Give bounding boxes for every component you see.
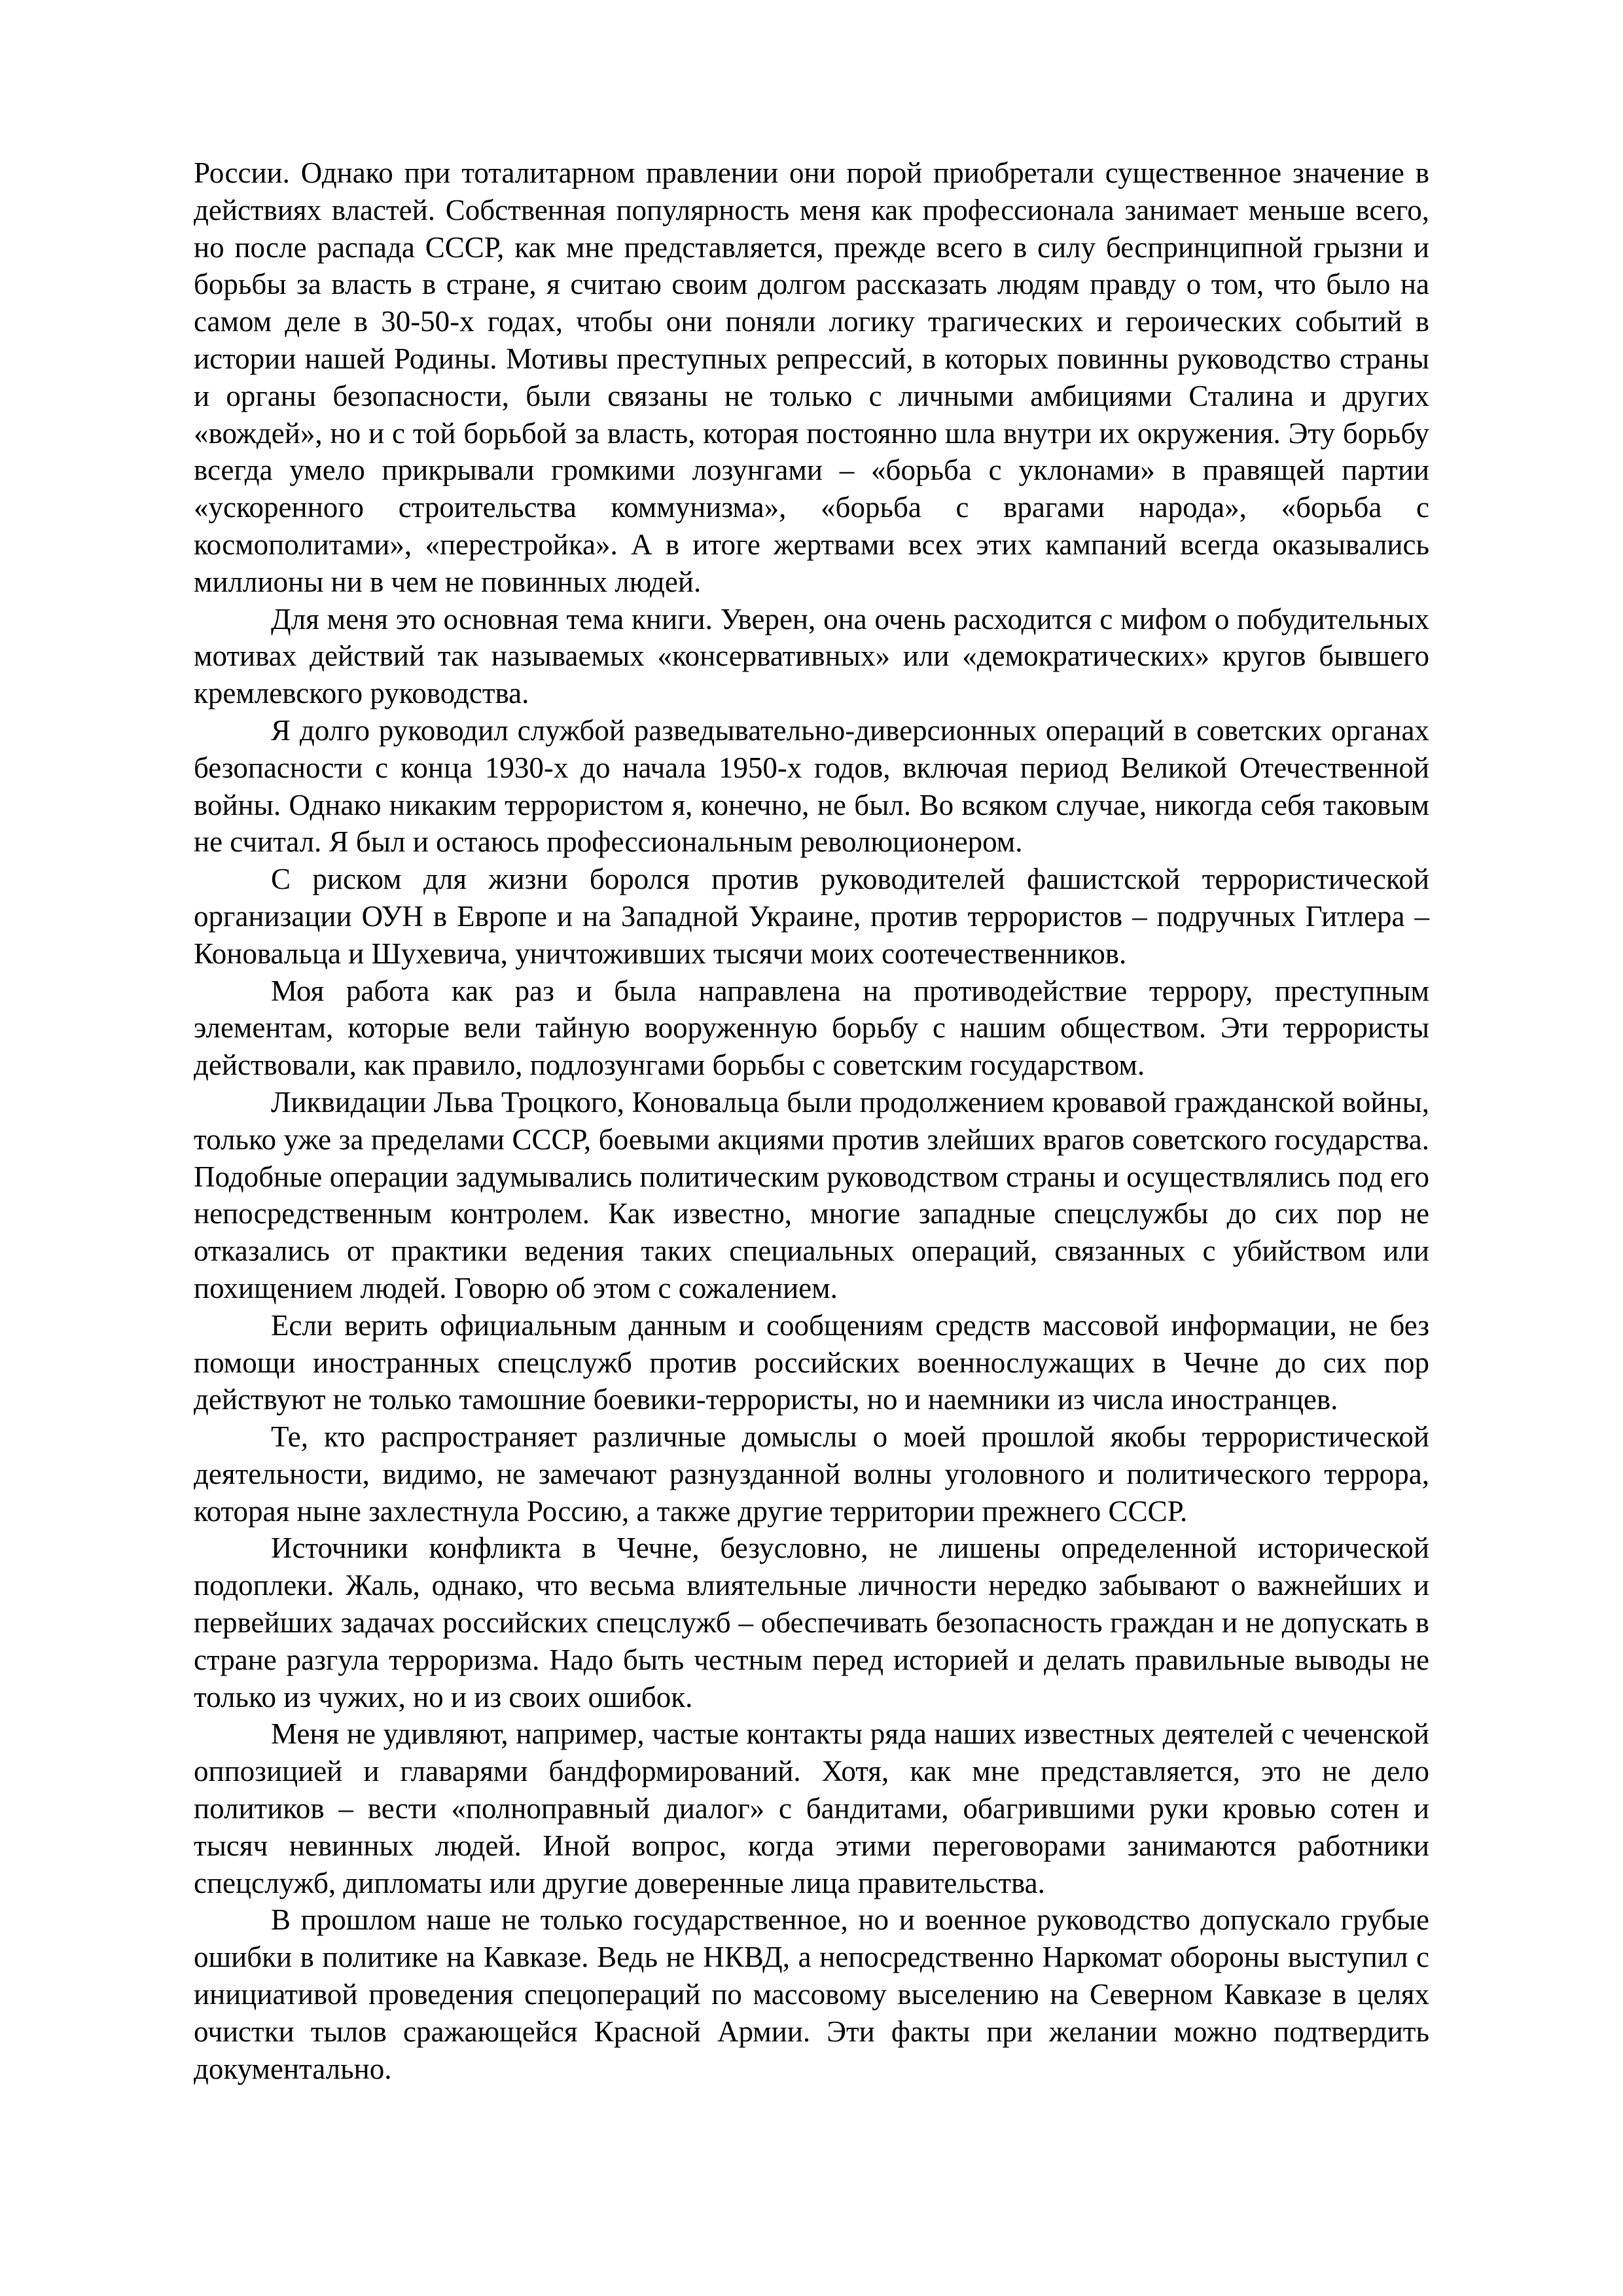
paragraph-6: Ликвидации Льва Троцкого, Коновальца были продолжением кровавой гражданской войны, только уже за пределами СССР, боевыми акциями против злейших врагов советского государства. Подобные операции задумывались политическим руководством страны и осуществлялись под его непосредственным контролем. Как известно, многие западные спецслужбы до сих пор не отказались от практики ведения таких специальных операций, связанных с убийством или похищением людей. Говорю об этом с сожалением. (194, 1085, 1429, 1304)
paragraph-5: Моя работа как раз и была направлена на противодействие террору, преступным элементам, которые вели тайную вооруженную борьбу с нашим обществом. Эти террористы действовали, как правило, подлозунгами борьбы с советским государством. (194, 974, 1429, 1082)
document-body (194, 154, 1429, 2087)
paragraph-10: Меня не удивляют, например, частые контакты ряда наших известных деятелей с чеченской оппозицией и главарями бандформирований. Хотя, как мне представляется, это не дело политиков – вести «полноправный диалог» с бандитами, обагрившими руки кровью сотен и тысяч невинных людей. Иной вопрос, когда этими переговорами занимаются работники спецслужб, дипломаты или другие доверенные лица правительства. (194, 1717, 1429, 1899)
paragraph-11: В прошлом наше не только государственное, но и военное руководство допускало грубые ошибки в политике на Кавказе. Ведь не НКВД, а непосредственно Наркомат обороны выступил с инициативой проведения спецопераций по массовому выселению на Северном Кавказе в целях очистки тылов сражающейся Красной Армии. Эти факты при желании можно подтвердить документально. (194, 1903, 1429, 2085)
paragraph-8: Те, кто распространяет различные домыслы о моей прошлой якобы террористической деятельности, видимо, не замечают разнузданной волны уголовного и политического террора, которая ныне захлестнула Россию, а также другие территории прежнего СССР. (194, 1420, 1429, 1528)
paragraph-9: Источники конфликта в Чечне, безусловно, не лишены определенной исторической подоплеки. Жаль, однако, что весьма влиятельные личности нередко забывают о важнейших и первейших задачах российских спецслужб – обеспечивать безопасность граждан и не допускать в стране разгула терроризма. Надо быть честным перед историей и делать правильные выводы не только из чужих, но и из своих ошибок. (194, 1532, 1429, 1713)
paragraph-7: Если верить официальным данным и сообщениям средств массовой информации, не без помощи иностранных спецслужб против российских военнослужащих в Чечне до сих пор действуют не только тамошние боевики-террористы, но и наемники из числа иностранцев. (194, 1308, 1429, 1416)
paragraph-1: России. Однако при тоталитарном правлении они порой приобретали существенное значение в действиях властей. Собственная популярность меня как профессионала занимает меньше всего, но после распада СССР, как мне представляется, прежде всего в силу беспринципной грызни и борьбы за власть в стране, я считаю своим долгом рассказать людям правду о том, что было на самом деле в 30-50-х годах, чтобы они поняли логику трагических и героических событий в истории нашей Родины. Мотивы преступных репрессий, в которых повинны руководство страны и органы безопасности, были связаны не только с личными амбициями Сталина и других «вождей», но и с той борьбой за власть, которая постоянно шла внутри их окружения. Эту борьбу всегда умело прикрывали громкими лозунгами – «борьба с уклонами» в правящей партии «ускоренного строительства коммунизма», «борьба с врагами народа», «борьба с космополитами», «перестройка». А в итоге жертвами всех этих кампаний всегда оказывались миллионы ни в чем не повинных людей. (194, 156, 1429, 598)
paragraph-2: Для меня это основная тема книги. Уверен, она очень расходится с мифом о побудительных мотивах действий так называемых «консервативных» или «демократических» кругов бывшего кремлевского руководства. (194, 602, 1429, 710)
paragraph-4: С риском для жизни боролся против руководителей фашистской террористической организации ОУН в Европе и на Западной Украине, против террористов – подручных Гитлера – Коновальца и Шухевича, уничтоживших тысячи моих соотечественников. (194, 863, 1429, 970)
paragraph-3: Я долго руководил службой разведывательно-диверсионных операций в советских органах безопасности с конца 1930-х до начала 1950-х годов, включая период Великой Отечественной войны. Однако никаким террористом я, конечно, не был. Во всяком случае, никогда себя таковым не считал. Я был и остаюсь профессиональным революционером. (194, 713, 1429, 859)
